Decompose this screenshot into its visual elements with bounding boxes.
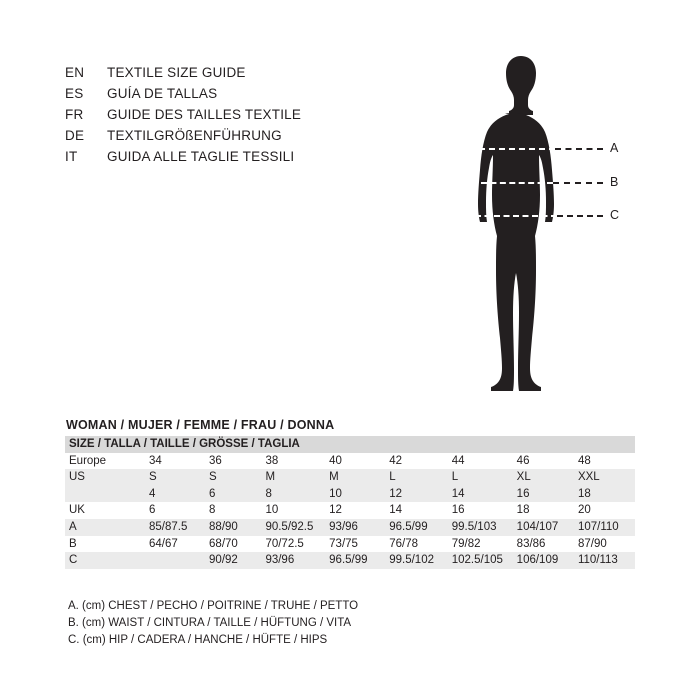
table-row	[65, 519, 635, 536]
table-cell: 18	[577, 487, 591, 500]
language-title: GUÍA DE TALLAS	[107, 86, 218, 101]
footnote-chest: A. (cm) CHEST / PECHO / POITRINE / TRUHE / PETTO	[68, 600, 359, 612]
table-cell: 8	[265, 487, 272, 500]
table-cell: 85/87.5	[148, 520, 188, 533]
table-cell: 46	[516, 454, 530, 467]
language-code: FR	[65, 107, 84, 122]
footnote-waist: B. (cm) WAIST / CINTURA / TAILLE / HÜFTUNG / VITA	[68, 617, 352, 629]
table-row	[65, 536, 635, 553]
table-cell: L	[451, 471, 459, 484]
row-label: A	[69, 520, 77, 533]
language-title-block	[65, 62, 405, 167]
table-cell: 8	[209, 504, 216, 517]
table-caption: WOMAN / MUJER / FEMME / FRAU / DONNA	[66, 418, 335, 432]
table-cell: 87/90	[577, 537, 607, 550]
language-title: TEXTILE SIZE GUIDE	[107, 65, 246, 80]
table-cell: 6	[209, 487, 216, 500]
table-row	[65, 486, 635, 503]
hip-measure-line	[475, 215, 557, 217]
table-cell: 76/78	[389, 537, 418, 550]
row-label: B	[69, 537, 77, 550]
table-cell: 36	[209, 454, 222, 467]
table-cell: 88/90	[209, 520, 238, 533]
waist-leader-line	[553, 182, 603, 184]
table-cell: 99.5/102	[389, 554, 434, 567]
language-code: EN	[65, 65, 85, 80]
table-row	[65, 453, 635, 470]
table-cell: XXL	[577, 471, 600, 484]
table-cell: 107/110	[577, 520, 619, 533]
row-label: C	[69, 554, 78, 567]
footnote-hip: C. (cm) HIP / CADERA / HANCHE / HÜFTE / HIPS	[68, 634, 328, 646]
language-row	[65, 104, 405, 125]
row-label: Europe	[69, 454, 107, 467]
language-title: TEXTILGRÖßENFÜHRUNG	[107, 128, 282, 143]
row-label: UK	[69, 504, 85, 517]
woman-silhouette-icon	[455, 48, 655, 428]
table-cell	[145, 552, 205, 569]
table-cell: M	[265, 471, 276, 484]
size-table	[65, 436, 635, 569]
table-cell: 34	[148, 454, 162, 467]
table-cell: 99.5/103	[451, 520, 497, 533]
table-cell: 12	[389, 487, 403, 500]
table-cell: M	[329, 471, 339, 484]
table-cell: 70/72.5	[265, 537, 304, 550]
table-cell: 102.5/105	[451, 554, 503, 567]
language-code: ES	[65, 86, 84, 101]
table-cell: 79/82	[451, 537, 481, 550]
table-header-label: SIZE / TALLA / TAILLE / GRÖSSE / TAGLIA	[69, 438, 300, 450]
table-cell: 104/107	[516, 520, 559, 533]
table-cell: 12	[329, 504, 342, 517]
language-code: DE	[65, 128, 85, 143]
table-cell: 6	[148, 504, 156, 517]
table-cell: 110/113	[577, 554, 618, 567]
table-cell: S	[209, 471, 217, 484]
waist-label: B	[610, 175, 619, 189]
table-cell: 18	[516, 504, 530, 517]
waist-measure-line	[481, 182, 553, 184]
table-cell: 93/96	[265, 554, 295, 567]
table-cell: 73/75	[329, 537, 358, 550]
table-row	[65, 502, 635, 519]
table-cell: 16	[516, 487, 530, 500]
table-cell: 40	[329, 454, 342, 467]
table-cell: 93/96	[329, 520, 358, 533]
table-cell: 106/109	[516, 554, 559, 567]
table-cell: 48	[577, 454, 591, 467]
table-cell: 20	[577, 504, 591, 517]
language-title: GUIDE DES TAILLES TEXTILE	[107, 107, 302, 122]
table-header-row	[65, 436, 635, 453]
table-cell: 14	[451, 487, 465, 500]
language-row	[65, 62, 405, 83]
table-cell: L	[389, 471, 396, 484]
hip-label: C	[610, 208, 620, 222]
table-cell: 96.5/99	[389, 520, 428, 533]
chest-leader-line	[555, 148, 603, 150]
table-cell: 90.5/92.5	[265, 520, 314, 533]
language-row	[65, 146, 405, 167]
table-cell: 83/86	[516, 537, 546, 550]
table-cell: 42	[389, 454, 403, 467]
woman-silhouette-figure	[455, 48, 655, 428]
table-cell: 4	[148, 487, 156, 500]
table-cell: 90/92	[209, 554, 238, 567]
hip-leader-line	[557, 215, 603, 217]
table-cell: 16	[451, 504, 465, 517]
language-code: IT	[65, 149, 78, 164]
row-label: US	[69, 471, 85, 484]
table-cell: 14	[389, 504, 403, 517]
table-cell: XL	[516, 471, 531, 484]
chest-measure-line	[479, 148, 555, 150]
table-row	[65, 552, 635, 569]
table-cell: 10	[265, 504, 279, 517]
table-cell: 64/67	[148, 537, 178, 550]
language-row	[65, 125, 405, 146]
table-cell: S	[148, 471, 157, 484]
table-cell: 44	[451, 454, 465, 467]
language-row	[65, 83, 405, 104]
table-row	[65, 469, 635, 486]
table-cell: 38	[265, 454, 279, 467]
chest-label: A	[610, 141, 619, 155]
table-cell: 10	[329, 487, 342, 500]
footnotes	[68, 598, 358, 649]
row-label	[65, 486, 145, 503]
table-cell: 96.5/99	[329, 554, 368, 567]
language-title: GUIDA ALLE TAGLIE TESSILI	[107, 149, 295, 164]
table-cell: 68/70	[209, 537, 238, 550]
